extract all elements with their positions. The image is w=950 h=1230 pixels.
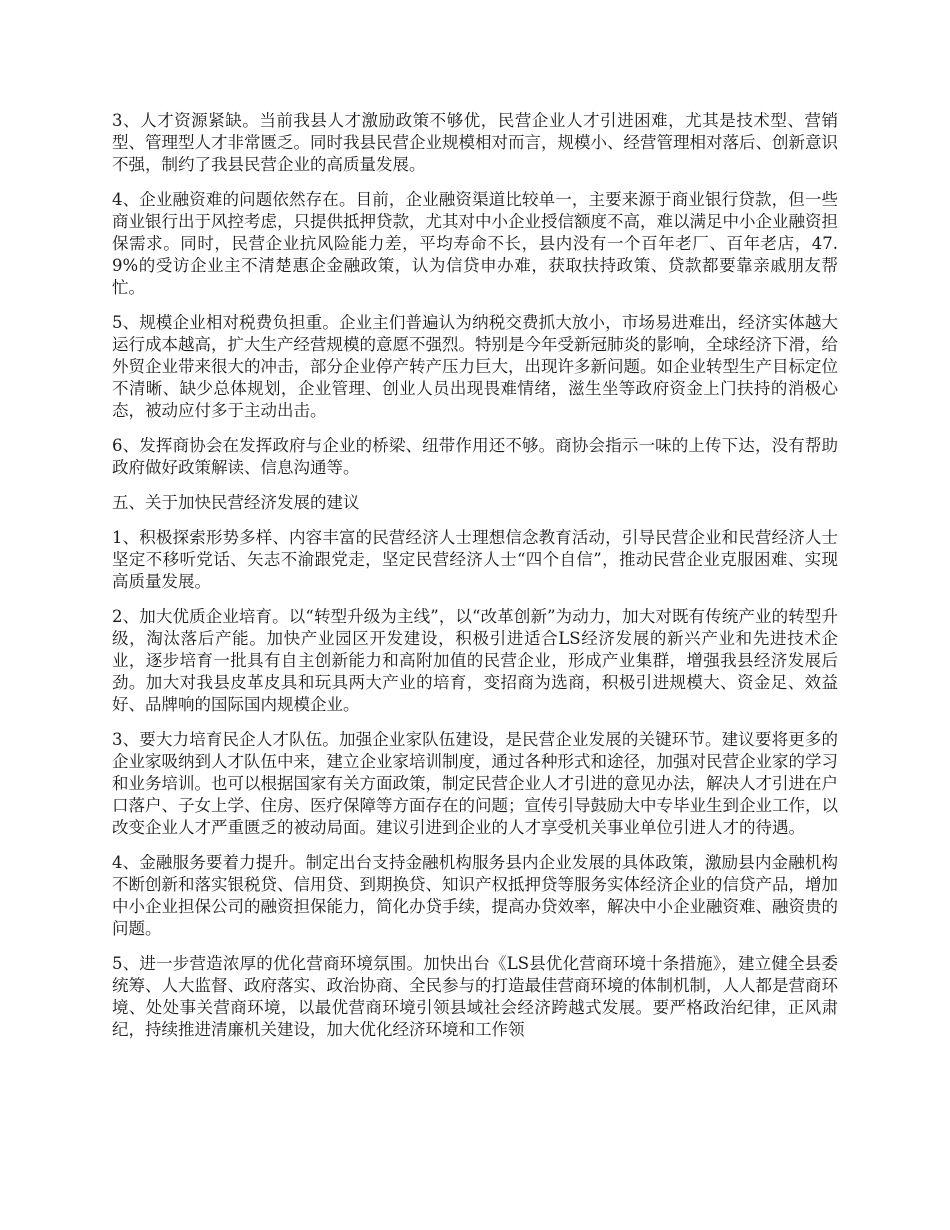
section-heading-suggestions: 五、关于加快民营经济发展的建议 bbox=[112, 493, 360, 512]
paragraph-ideology-education: 1、积极探索形势多样、内容丰富的民营经济人士理想信念教育活动，引导民营企业和民营经济人士坚定不移听党话、矢志不渝跟党走，坚定民营经济人士“四个自信”，推动民营企业克服困难、实现高质量发展。 bbox=[112, 528, 838, 591]
document-body bbox=[112, 110, 838, 1054]
paragraph-chamber-role: 6、发挥商协会在发挥政府与企业的桥梁、纽带作用还不够。商协会指示一味的上传下达，没有帮助政府做好政策解读、信息沟通等。 bbox=[112, 436, 838, 477]
paragraph-talent-shortage: 3、人才资源紧缺。当前我县人才激励政策不够优，民营企业人才引进困难，尤其是技术型、营销型、管理型人才非常匮乏。同时我县民营企业规模相对而言，规模小、经营管理相对落后、创新意识不强，制约了我县民营企业的高质量发展。 bbox=[112, 111, 838, 174]
paragraph-talent-team: 3、要大力培育民企人才队伍。加强企业家队伍建设，是民营企业发展的关键环节。建议要将更多的企业家吸纳到人才队伍中来，建立企业家培训制度，通过各种形式和途径，加强对民营企业家的学习和业务培训。也可以根据国家有关方面政策，制定民营企业人才引进的意见办法，解决人才引进在户口落户、子女上学、住房、医疗保障等方面存在的问题；宣传引导鼓励大中专毕业生到企业工作，以改变企业人才严重匮乏的被动局面。建议引进到企业的人才享受机关事业单位引进人才的待遇。 bbox=[112, 730, 838, 837]
paragraph-financial-services: 4、金融服务要着力提升。制定出台支持金融机构服务县内企业发展的具体政策，激励县内金融机构不断创新和落实银税贷、信用贷、到期换贷、知识产权抵押贷等服务实体经济企业的信贷产品，增加中小企业担保公司的融资担保能力，简化办贷手续，提高办贷效率，解决中小企业融资难、融资贵的问题。 bbox=[112, 853, 838, 938]
paragraph-financing-difficulty: 4、企业融资难的问题依然存在。目前，企业融资渠道比较单一，主要来源于商业银行贷款，但一些商业银行出于风控考虑，只提供抵押贷款，尤其对中小企业授信额度不高，难以满足中小企业融资担保需求。同时，民营企业抗风险能力差，平均寿命不长，县内没有一个百年老厂、百年老店，47.9%的受访企业主不清楚惠企金融政策，认为信贷申办难，获取扶持政策、贷款都要靠亲戚朋友帮忙。 bbox=[112, 190, 838, 297]
paragraph-tax-burden: 5、规模企业相对税费负担重。企业主们普遍认为纳税交费抓大放小，市场易进难出，经济实体越大运行成本越高，扩大生产经营规模的意愿不强烈。特别是今年受新冠肺炎的影响，全球经济下滑，给外贸企业带来很大的冲击，部分企业停产转产压力巨大，出现许多新问题。如企业转型生产目标定位不清晰、缺少总体规划，企业管理、创业人员出现畏难情绪，滋生坐等政府资金上门扶持的消极心态，被动应付多于主动出击。 bbox=[112, 313, 838, 420]
paragraph-business-environment: 5、进一步营造浓厚的优化营商环境氛围。加快出台《LS县优化营商环境十条措施》，建立健全县委统筹、人大监督、政府落实、政治协商、全民参与的打造最佳营商环境的体制机制，人人都是营商环境、处处事关营商环境，以最优营商环境引领县域社会经济跨越式发展。要严格政治纪律，正风肃纪，持续推进清廉机关建设，加大优化经济环境和工作领 bbox=[112, 954, 838, 1039]
paragraph-quality-enterprises: 2、加大优质企业培育。以“转型升级为主线”，以“改革创新”为动力，加大对既有传统产业的转型升级，淘汰落后产能。加快产业园区开发建设，积极引进适合LS经济发展的新兴产业和先进技术企业，逐步培育一批具有自主创新能力和高附加值的民营企业，形成产业集群，增强我县经济发展后劲。加大对我县皮革皮具和玩具两大产业的培育，变招商为选商，积极引进规模大、资金足、效益好、品牌响的国际国内规模企业。 bbox=[112, 607, 838, 714]
